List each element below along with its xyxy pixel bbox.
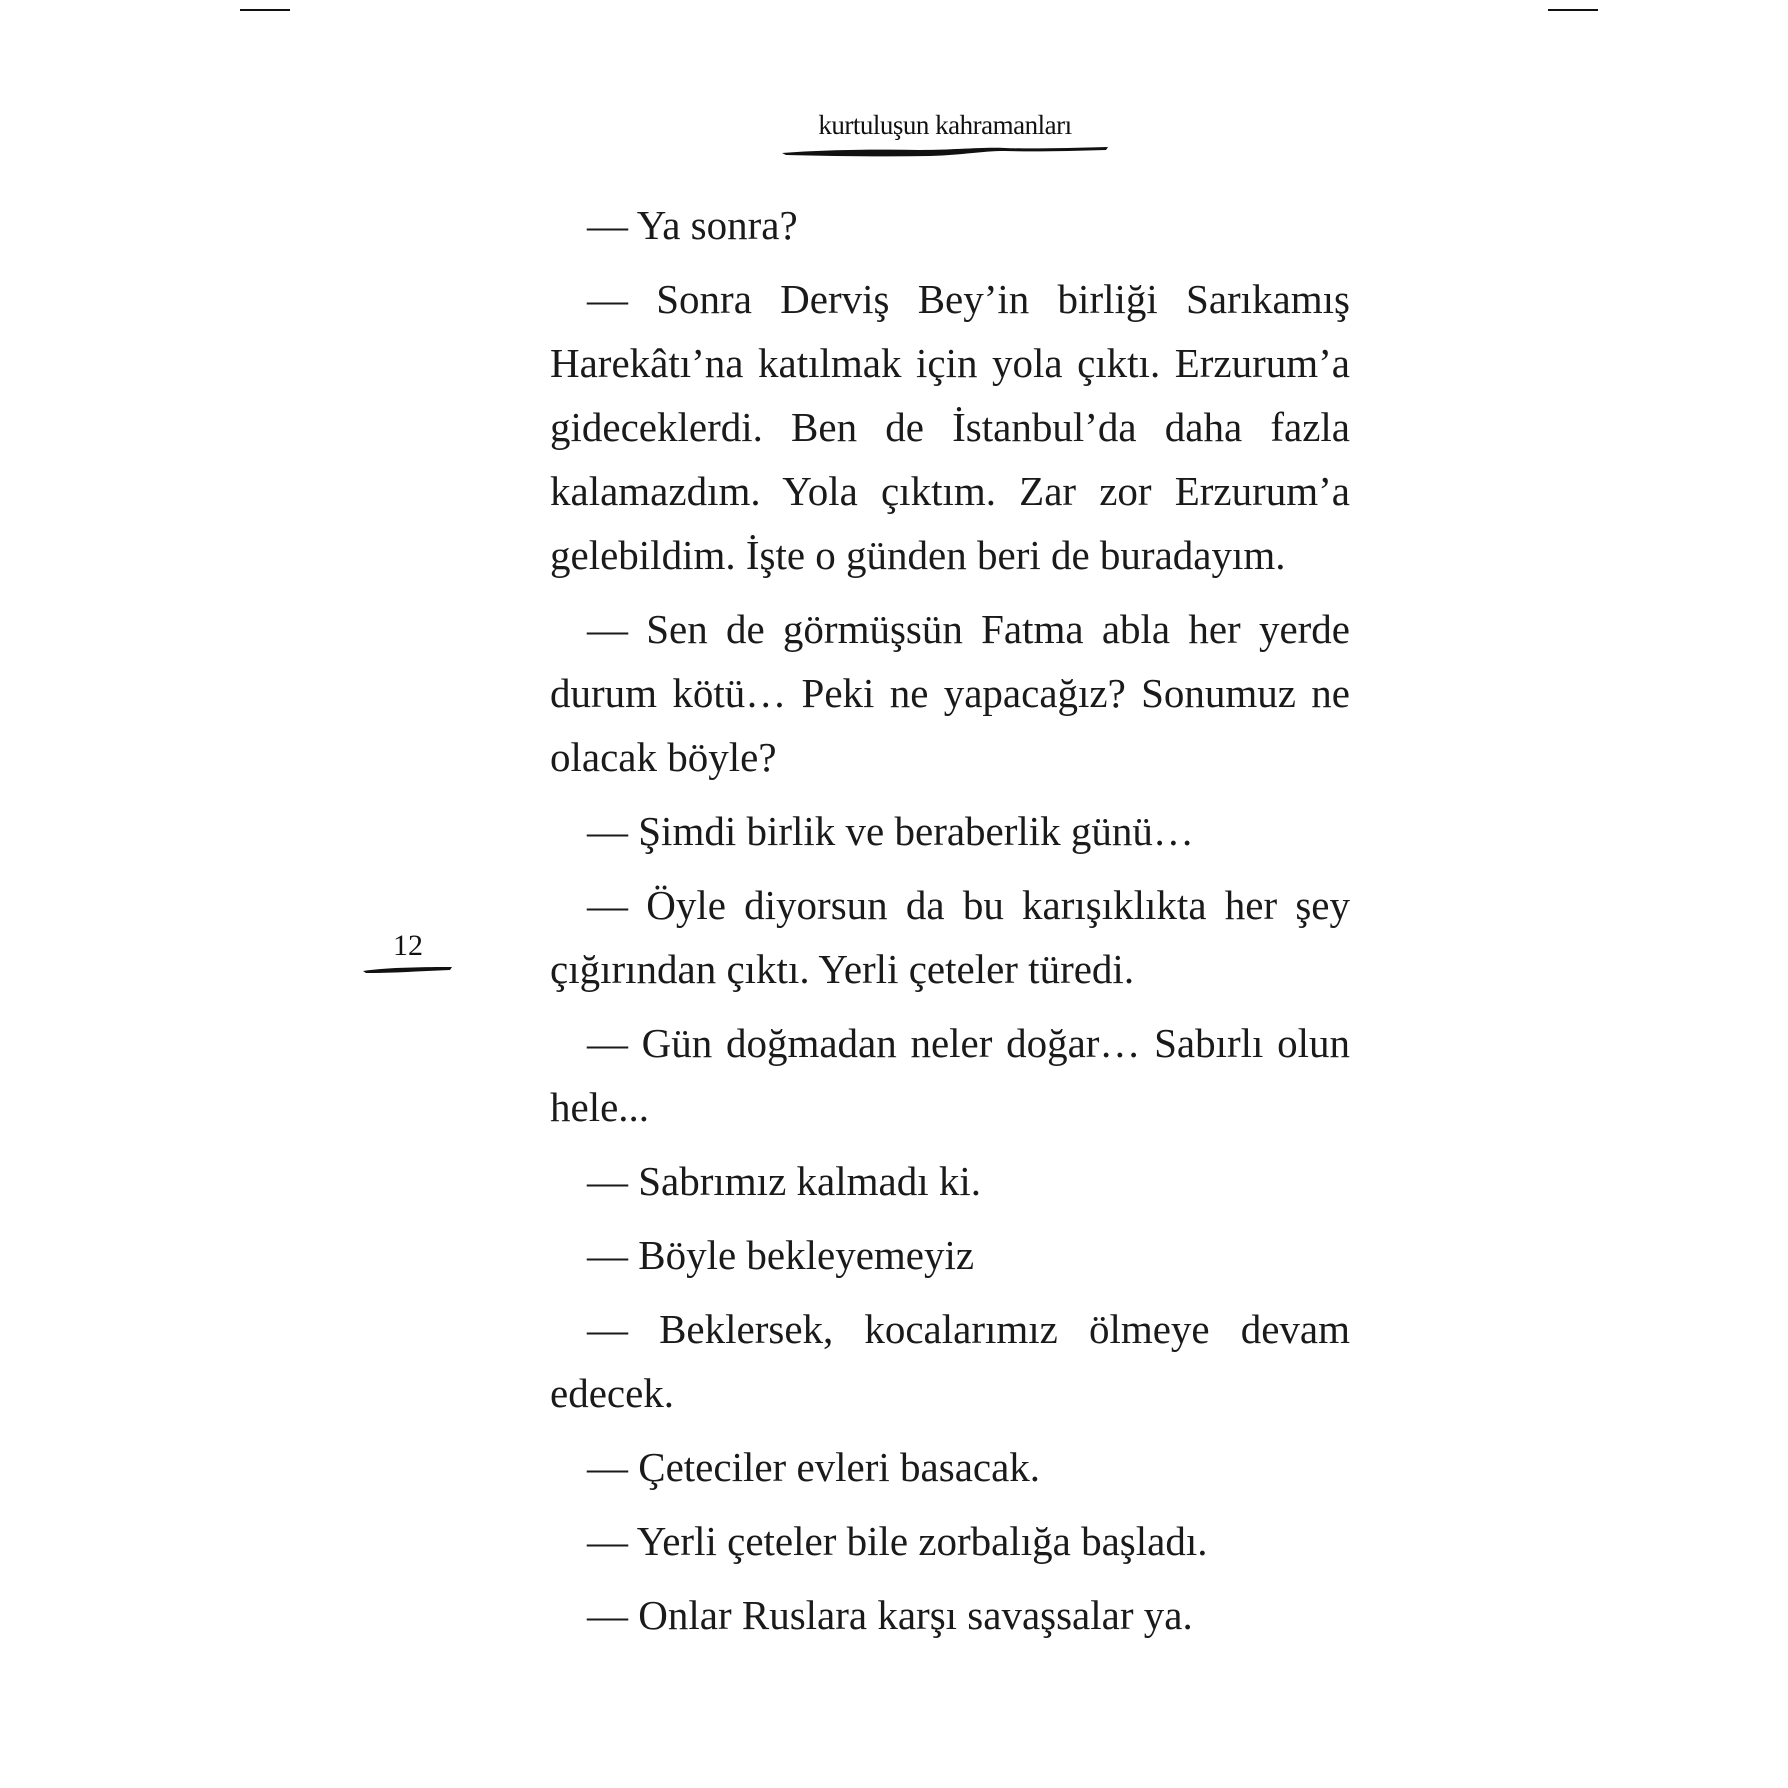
- paragraph: — Onlar Ruslara karşı savaşsalar ya.: [587, 1592, 1193, 1638]
- paragraph: — Gün doğmadan neler doğar… Sabırlı olun hele...: [550, 1020, 1350, 1130]
- page-number: 12: [393, 929, 423, 962]
- paragraph: — Ya sonra?: [587, 202, 798, 248]
- page-number-block: [362, 930, 454, 976]
- paragraph: — Öyle diyorsun da bu karışıklıkta her şey çığırından çıktı. Yerli çeteler türedi.: [550, 882, 1350, 992]
- running-title: kurtuluşun kahramanları: [818, 110, 1072, 140]
- paragraph: — Böyle bekleyemeyiz: [587, 1232, 975, 1278]
- running-header: [780, 108, 1110, 160]
- header-brush-stroke-ornament: [780, 144, 1110, 160]
- paragraph: — Çeteciler evleri basacak.: [587, 1444, 1041, 1490]
- page-number-brush-stroke: [362, 964, 454, 976]
- paragraph: — Sabrımız kalmadı ki.: [587, 1158, 981, 1204]
- paragraph: — Sen de görmüşsün Fatma abla her yerde durum kötü… Peki ne yapacağız? Sonumuz ne olacak böyle?: [550, 606, 1350, 780]
- crop-mark-right: [1548, 9, 1598, 11]
- crop-mark-left: [240, 9, 290, 11]
- paragraph: — Sonra Derviş Bey’in birliği Sarıkamış Harekâtı’na katılmak için yola çıktı. Erzurum’a gideceklerdi. Ben de İstanbul’da daha fazla kalamazdım. Yola çıktım. Zar zor Erzurum’a gelebildim. İşte o günden beri de buradayım.: [550, 276, 1350, 578]
- paragraph: — Şimdi birlik ve beraberlik günü…: [587, 808, 1194, 854]
- paragraph: — Yerli çeteler bile zorbalığa başladı.: [587, 1518, 1208, 1564]
- body-text: [550, 193, 1350, 1657]
- paragraph: — Beklersek, kocalarımız ölmeye devam edecek.: [550, 1306, 1350, 1416]
